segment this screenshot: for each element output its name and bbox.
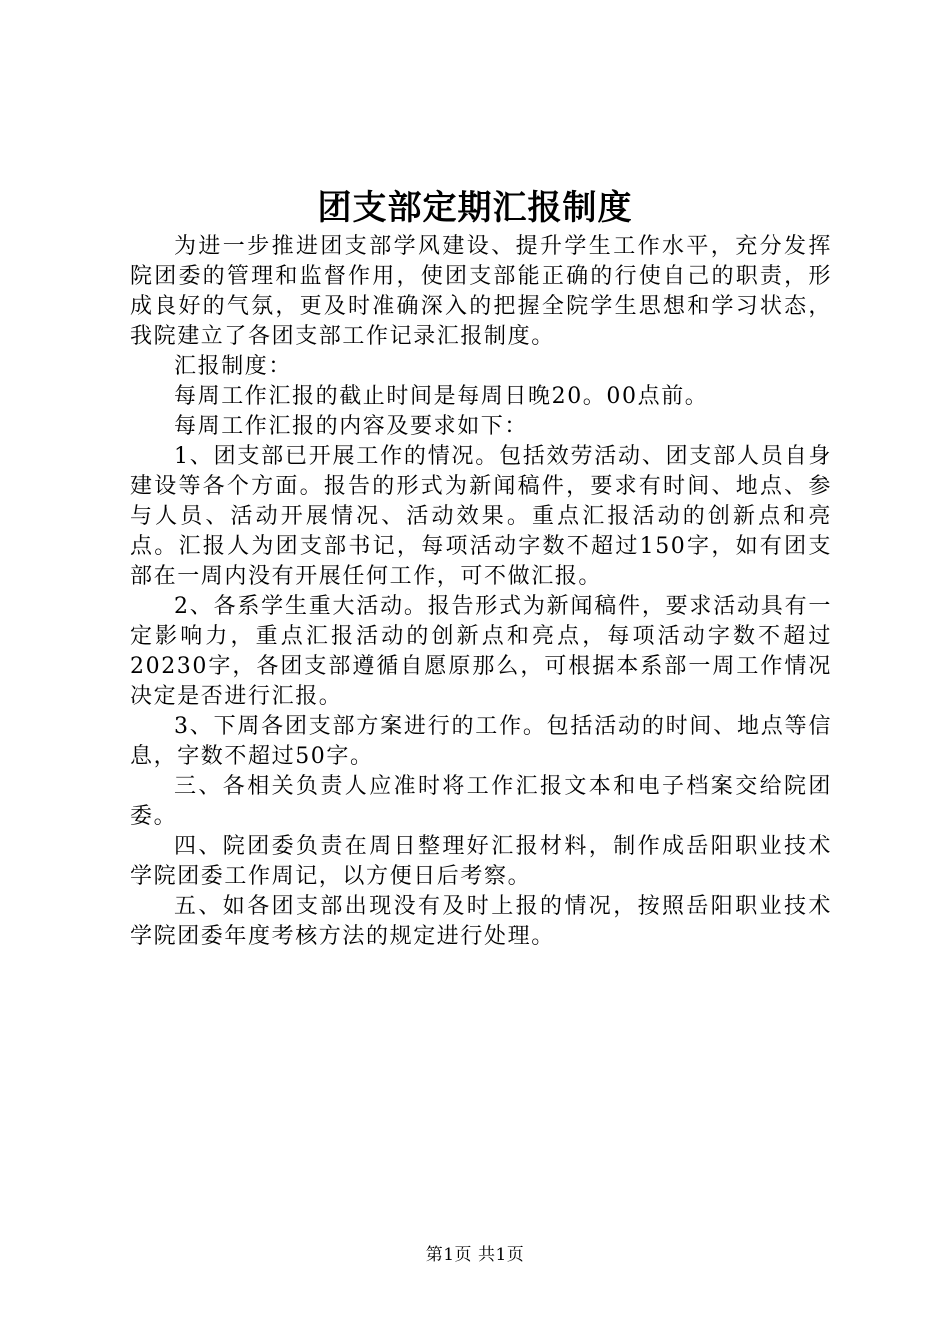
document-body [130,232,832,952]
paragraph-system-heading: 汇报制度： [174,354,293,379]
paragraph-section-5: 五、如各团支部出现没有及时上报的情况，按照岳阳职业技术学院团委年度考核方法的规定进行处理。 [130,894,832,949]
page-number-footer: 第1页 共1页 [425,1245,525,1265]
paragraph-section-4: 四、院团委负责在周日整理好汇报材料，制作成岳阳职业技术学院团委工作周记，以方便日后考察。 [130,834,832,889]
paragraph-requirements-heading: 每周工作汇报的内容及要求如下： [174,414,529,439]
document-title: 团支部定期汇报制度 [317,188,633,228]
paragraph-deadline: 每周工作汇报的截止时间是每周日晚20。00点前。 [174,384,709,409]
paragraph-item-2: 2、各系学生重大活动。报告形式为新闻稿件，要求活动具有一定影响力，重点汇报活动的创新点和亮点，每项活动字数不超过20230字，各团支部遵循自愿原那么，可根据本系部一周工作情况决定是否进行汇报。 [130,594,832,709]
paragraph-intro: 为进一步推进团支部学风建设、提升学生工作水平，充分发挥院团委的管理和监督作用，使团支部能正确的行使自己的职责，形成良好的气氛，更及时准确深入的把握全院学生思想和学习状态，我院建立了各团支部工作记录汇报制度。 [130,234,832,349]
paragraph-item-1: 1、团支部已开展工作的情况。包括效劳活动、团支部人员自身建设等各个方面。报告的形式为新闻稿件，要求有时间、地点、参与人员、活动开展情况、活动效果。重点汇报活动的创新点和亮点。汇报人为团支部书记，每项活动字数不超过150字，如有团支部在一周内没有开展任何工作，可不做汇报。 [130,444,832,589]
paragraph-item-3: 3、下周各团支部方案进行的工作。包括活动的时间、地点等信息，字数不超过50字。 [130,714,832,769]
paragraph-section-3: 三、各相关负责人应准时将工作汇报文本和电子档案交给院团委。 [130,774,832,829]
